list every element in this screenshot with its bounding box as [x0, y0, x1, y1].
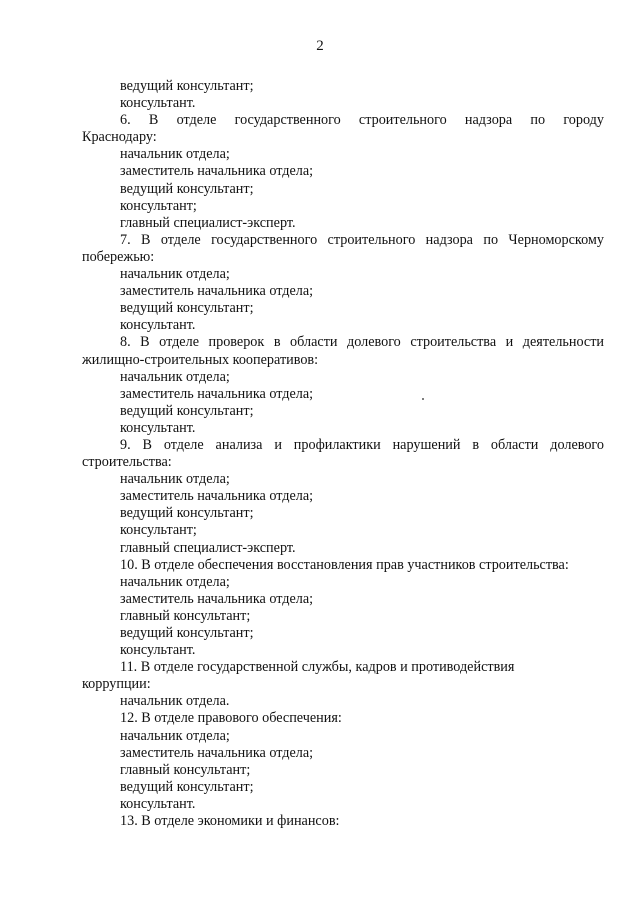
text-line: главный специалист-эксперт.	[120, 214, 296, 231]
text-line: жилищно-строительных кооперативов:	[82, 351, 319, 368]
text-line: начальник отдела;	[120, 471, 230, 488]
section-heading-11: 11. В отделе государственной службы, кадров и противодействия	[120, 659, 515, 676]
text-line: начальник отдела;	[120, 573, 230, 590]
text-line: заместитель начальника отдела;	[120, 385, 314, 402]
text-line: начальник отдела;	[120, 266, 230, 283]
text-line: главный консультант;	[120, 761, 251, 778]
section-heading-7: 7. В отделе государственного строительного надзора по Черноморскому	[120, 231, 604, 248]
text-line: консультант.	[120, 642, 196, 659]
document-body	[82, 78, 604, 830]
text-line: консультант.	[120, 419, 196, 436]
text-line: консультант;	[120, 197, 197, 214]
text-line: главный консультант;	[120, 607, 251, 624]
text-line: заместитель начальника отдела;	[120, 744, 314, 761]
scan-speck	[422, 398, 424, 400]
text-line: побережью:	[82, 248, 155, 265]
section-heading-8: 8. В отделе проверок в области долевого строительства и деятельности	[120, 334, 604, 351]
text-line: коррупции:	[82, 676, 151, 693]
text-line: ведущий консультант;	[120, 402, 254, 419]
text-line: заместитель начальника отдела;	[120, 590, 314, 607]
text-line: ведущий консультант;	[120, 778, 254, 795]
text-line: начальник отдела.	[120, 693, 230, 710]
text-line: ведущий консультант;	[120, 300, 254, 317]
text-line: ведущий консультант;	[120, 505, 254, 522]
text-line: главный специалист-эксперт.	[120, 539, 296, 556]
text-line: начальник отдела;	[120, 727, 230, 744]
text-line: ведущий консультант;	[120, 78, 254, 94]
text-line: начальник отдела;	[120, 368, 230, 385]
text-line: заместитель начальника отдела;	[120, 163, 314, 180]
section-heading-10: 10. В отделе обеспечения восстановления прав участников строительства:	[120, 556, 569, 573]
text-line: Краснодару:	[82, 129, 157, 146]
text-line: консультант;	[120, 522, 197, 539]
section-heading-13: 13. В отделе экономики и финансов:	[120, 813, 340, 830]
text-line: строительства:	[82, 454, 172, 471]
text-line: начальник отдела;	[120, 146, 230, 163]
text-line: заместитель начальника отдела;	[120, 488, 314, 505]
section-heading-6: 6. В отделе государственного строительного надзора по городу	[120, 112, 604, 129]
section-heading-12: 12. В отделе правового обеспечения:	[120, 710, 342, 727]
text-line: заместитель начальника отдела;	[120, 283, 314, 300]
text-line: консультант.	[120, 795, 196, 812]
page-number: 2	[316, 38, 324, 54]
text-line: ведущий консультант;	[120, 625, 254, 641]
text-line: консультант.	[120, 317, 196, 334]
section-heading-9: 9. В отделе анализа и профилактики нарушений в области долевого	[120, 436, 604, 453]
text-line: ведущий консультант;	[120, 180, 254, 197]
text-line: консультант.	[120, 95, 196, 112]
